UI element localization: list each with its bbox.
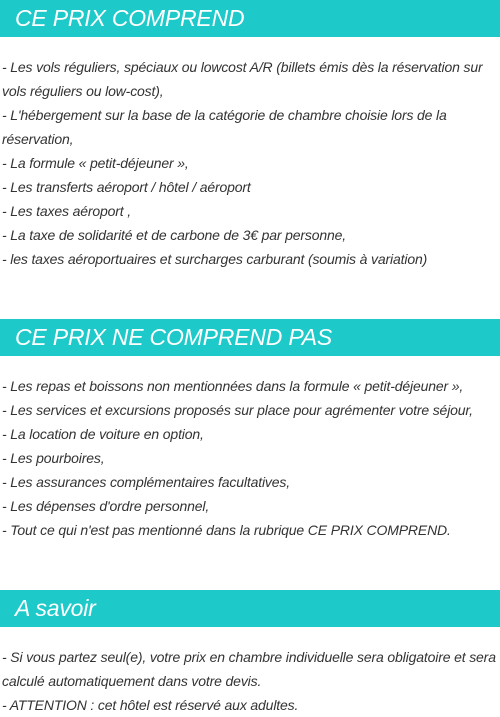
item-list bbox=[0, 55, 500, 271]
list-item: - Les vols réguliers, spéciaux ou lowcost A/R (billets émis dès la réservation sur vols réguliers ou low-cost), bbox=[2, 59, 483, 99]
list-item: - Si vous partez seul(e), votre prix en chambre individuelle sera obligatoire et sera calculé automatiquement dans votre devis. bbox=[2, 649, 496, 689]
list-item: - Les pourboires, bbox=[2, 450, 105, 466]
list-item: - Tout ce qui n'est pas mentionné dans la rubrique CE PRIX COMPREND. bbox=[2, 522, 451, 538]
list-item: - Les services et excursions proposés sur place pour agrémenter votre séjour, bbox=[2, 402, 473, 418]
list-item: - Les repas et boissons non mentionnées dans la formule « petit-déjeuner », bbox=[2, 378, 464, 394]
list-item: - L'hébergement sur la base de la catégorie de chambre choisie lors de la réservation, bbox=[2, 107, 447, 147]
list-item: - Les dépenses d'ordre personnel, bbox=[2, 498, 210, 514]
list-item: - La taxe de solidarité et de carbone de 3€ par personne, bbox=[2, 227, 347, 243]
section-title: CE PRIX COMPREND bbox=[0, 0, 500, 37]
section-title: A savoir bbox=[0, 590, 500, 627]
list-item: - Les transferts aéroport / hôtel / aéroport bbox=[2, 179, 251, 195]
item-list bbox=[0, 374, 500, 542]
list-item: - La location de voiture en option, bbox=[2, 426, 204, 442]
list-item: - Les taxes aéroport , bbox=[2, 203, 131, 219]
list-item: - ATTENTION : cet hôtel est réservé aux adultes. bbox=[2, 697, 299, 713]
section-title: CE PRIX NE COMPREND PAS bbox=[0, 319, 500, 356]
list-item: - Les assurances complémentaires facultatives, bbox=[2, 474, 291, 490]
item-list bbox=[0, 645, 500, 717]
list-item: - les taxes aéroportuaires et surcharges carburant (soumis à variation) bbox=[2, 251, 428, 267]
list-item: - La formule « petit-déjeuner », bbox=[2, 155, 189, 171]
